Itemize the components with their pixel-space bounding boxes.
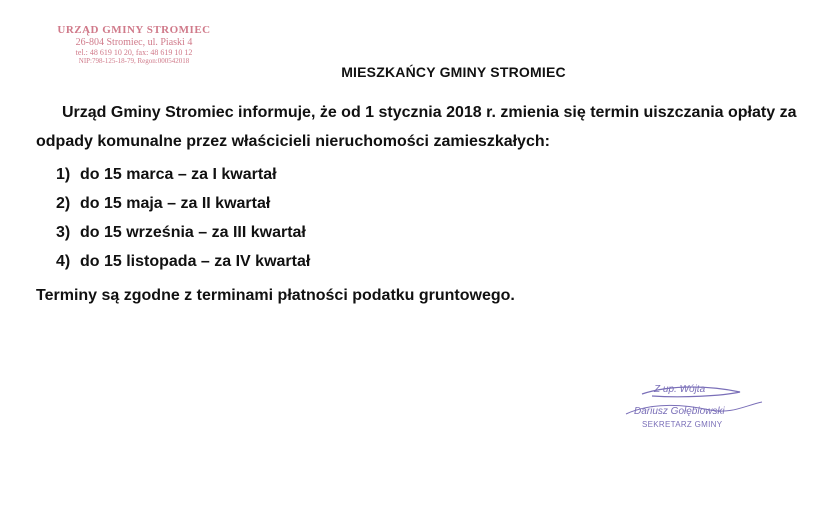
signature-role: SEKRETARZ GMINY [642,420,723,429]
stamp-address: 26-804 Stromiec, ul. Piaski 4 [75,36,193,48]
announcement-paragraph [36,98,816,156]
list-item-number: 3) [56,224,71,241]
office-stamp [48,24,220,65]
list-item-number: 4) [56,253,71,270]
list-item [56,189,310,218]
stamp-ids: NIP:798-125-18-79, Regon:000542018 [78,57,190,66]
list-item-text: do 15 marca – za I kwartał [80,166,277,183]
signature-name: Dariusz Gołębiowski [634,406,725,417]
list-item [56,160,310,189]
list-item-text: do 15 września – za III kwartał [80,224,306,241]
signature-stamp [612,380,772,440]
list-item-text: do 15 maja – za II kwartał [80,195,271,212]
list-item [56,218,310,247]
list-item [56,247,310,276]
list-item-number: 1) [56,166,71,183]
closing-sentence: Terminy są zgodne z terminami płatności podatku gruntowego. [36,287,515,304]
stamp-office-name: URZĄD GMINY STROMIEC [57,24,211,36]
signature-line-1: Z up. Wójta [654,384,706,395]
list-item-number: 2) [56,195,71,212]
document-title: MIESZKAŃCY GMINY STROMIEC [341,64,566,80]
deadline-list [56,160,310,276]
stamp-phones: tel.: 48 619 10 20, fax: 48 619 10 12 [75,48,193,58]
list-item-text: do 15 listopada – za IV kwartał [80,253,311,270]
announcement-text: Urząd Gminy Stromiec informuje, że od 1 stycznia 2018 r. zmienia się termin uiszczania opłaty za odpady komunalne przez właścicieli nieruchomości zamieszkałych: [36,104,797,150]
